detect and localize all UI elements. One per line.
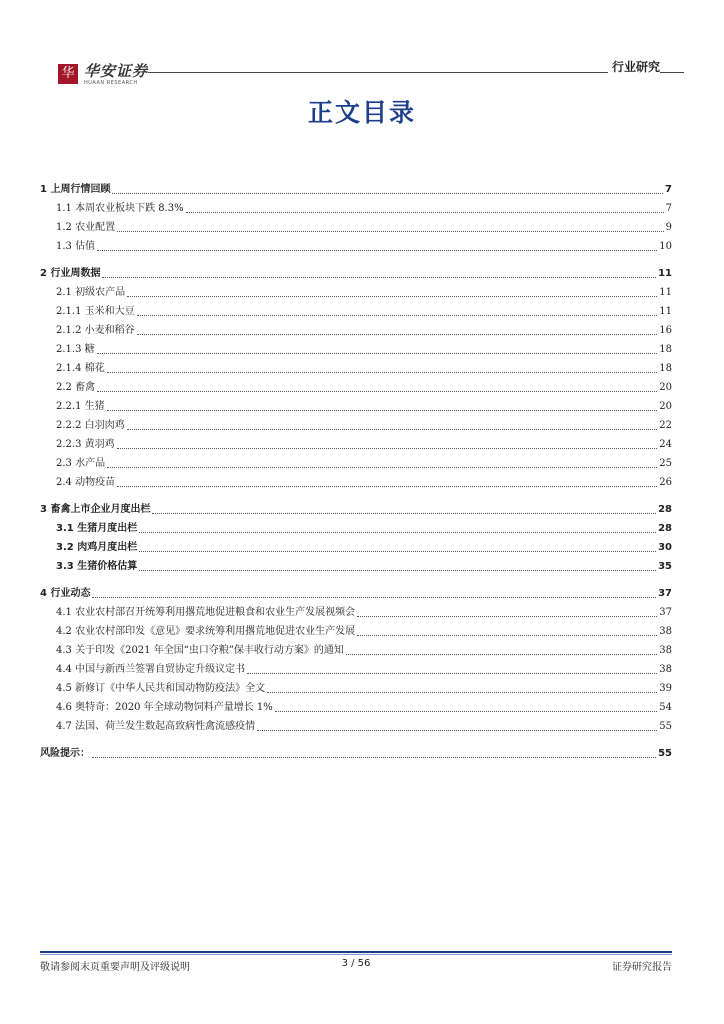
toc-entry-label: 1.3 估值 xyxy=(56,241,96,252)
toc-dot-leader xyxy=(112,192,663,194)
toc-entry-page: 38 xyxy=(659,626,672,637)
toc-dot-leader xyxy=(117,447,658,449)
toc-entry-label: 2.1 初级农产品 xyxy=(56,287,126,298)
toc-entry[interactable] xyxy=(40,641,672,660)
toc-entry[interactable] xyxy=(40,698,672,717)
table-of-contents xyxy=(40,172,672,763)
toc-entry-page: 54 xyxy=(659,702,672,713)
toc-entry-page: 24 xyxy=(659,439,672,450)
toc-entry-page: 20 xyxy=(659,382,672,393)
toc-entry-label: 4.7 法国、荷兰发生数起高致病性禽流感疫情 xyxy=(56,721,256,732)
footer-disclaimer: 敬请参阅末页重要声明及评级说明 xyxy=(40,962,190,973)
toc-entry[interactable] xyxy=(40,660,672,679)
toc-entry-label: 4.6 奥特奇：2020 年全球动物饲料产量增长 1% xyxy=(56,702,273,713)
toc-entry[interactable] xyxy=(40,321,672,340)
toc-entry-page: 7 xyxy=(665,203,672,214)
toc-dot-leader xyxy=(117,485,657,487)
toc-dot-leader xyxy=(186,211,664,213)
toc-entry[interactable] xyxy=(40,473,672,492)
toc-entry[interactable] xyxy=(40,237,672,256)
toc-entry-label: 2.1.1 玉米和大豆 xyxy=(56,306,135,317)
toc-entry-label: 4.1 农业农村部召开统筹利用撂荒地促进粮食和农业生产发展视频会 xyxy=(56,607,356,618)
logo-subtext: HUAAN RESEARCH xyxy=(84,80,138,86)
toc-entry[interactable] xyxy=(40,359,672,378)
toc-entry[interactable] xyxy=(40,218,672,237)
toc-entry[interactable] xyxy=(40,378,672,397)
toc-dot-leader xyxy=(102,276,656,278)
logo-icon: 华 xyxy=(58,64,78,84)
toc-entry-page: 55 xyxy=(659,721,672,732)
toc-entry-label: 2.2.3 黄羽鸡 xyxy=(56,439,115,450)
toc-entry-page: 16 xyxy=(659,325,672,336)
toc-dot-leader xyxy=(275,710,658,712)
toc-entry-page: 18 xyxy=(659,363,672,374)
toc-entry[interactable] xyxy=(40,199,672,218)
toc-entry-page: 30 xyxy=(658,542,672,553)
toc-entry[interactable] xyxy=(40,744,672,763)
toc-entry[interactable] xyxy=(40,454,672,473)
toc-entry-label: 2.2.2 白羽肉鸡 xyxy=(56,420,125,431)
toc-dot-leader xyxy=(257,729,657,731)
toc-entry-page: 35 xyxy=(658,561,672,572)
toc-entry-label: 3.1 生猪月度出栏 xyxy=(56,523,138,534)
toc-entry-label: 2.1.2 小麦和稻谷 xyxy=(56,325,135,336)
toc-dot-leader xyxy=(152,512,656,514)
toc-entry-label: 2.2.1 生猪 xyxy=(56,401,105,412)
toc-entry-page: 10 xyxy=(659,241,672,252)
toc-entry[interactable] xyxy=(40,717,672,736)
toc-entry[interactable] xyxy=(40,519,672,538)
toc-entry-page: 11 xyxy=(659,306,672,317)
toc-entry-label: 2.3 水产品 xyxy=(56,458,106,469)
toc-entry-page: 26 xyxy=(659,477,672,488)
toc-dot-leader xyxy=(107,371,658,373)
toc-entry[interactable] xyxy=(40,500,672,519)
toc-entry[interactable] xyxy=(40,180,672,199)
toc-dot-leader xyxy=(139,550,656,552)
toc-dot-leader xyxy=(107,409,658,411)
section-label: 行业研究 xyxy=(608,58,660,75)
toc-entry-page: 55 xyxy=(658,748,672,759)
toc-entry[interactable] xyxy=(40,538,672,557)
toc-dot-leader xyxy=(357,615,657,617)
toc-dot-leader xyxy=(97,352,658,354)
page-header xyxy=(40,58,684,90)
toc-entry[interactable] xyxy=(40,603,672,622)
toc-entry-page: 28 xyxy=(658,504,672,515)
toc-entry[interactable] xyxy=(40,283,672,302)
toc-entry-page: 37 xyxy=(658,588,672,599)
toc-entry-page: 38 xyxy=(659,645,672,656)
toc-entry[interactable] xyxy=(40,584,672,603)
toc-dot-leader xyxy=(137,333,658,335)
toc-entry-label: 2.1.4 棉花 xyxy=(56,363,105,374)
toc-entry[interactable] xyxy=(40,416,672,435)
toc-entry-page: 20 xyxy=(659,401,672,412)
toc-entry-page: 25 xyxy=(659,458,672,469)
footer-divider xyxy=(40,951,672,953)
toc-entry-page: 37 xyxy=(659,607,672,618)
toc-entry-page: 18 xyxy=(659,344,672,355)
toc-entry[interactable] xyxy=(40,340,672,359)
toc-entry-label: 4.5 新修订《中华人民共和国动物防疫法》全文 xyxy=(56,683,266,694)
toc-entry-page: 11 xyxy=(659,287,672,298)
toc-dot-leader xyxy=(117,230,664,232)
toc-entry[interactable] xyxy=(40,679,672,698)
toc-dot-leader xyxy=(267,691,657,693)
toc-entry[interactable] xyxy=(40,302,672,321)
toc-entry-page: 28 xyxy=(658,523,672,534)
toc-entry-label: 2.2 畜禽 xyxy=(56,382,96,393)
toc-entry-label: 1 上周行情回顾 xyxy=(40,184,111,195)
toc-entry-label: 风险提示： xyxy=(40,748,90,759)
toc-entry-page: 7 xyxy=(665,184,672,195)
toc-entry-page: 9 xyxy=(665,222,672,233)
toc-entry-label: 4.2 农业农村部印发《意见》要求统筹利用撂荒地促进农业生产发展 xyxy=(56,626,356,637)
toc-dot-leader xyxy=(137,314,658,316)
toc-dot-leader xyxy=(97,249,657,251)
toc-entry-label: 2.4 动物疫苗 xyxy=(56,477,116,488)
toc-dot-leader xyxy=(139,569,656,571)
toc-entry-label: 3.2 肉鸡月度出栏 xyxy=(56,542,138,553)
toc-entry[interactable] xyxy=(40,622,672,641)
toc-entry-label: 2 行业周数据 xyxy=(40,268,101,279)
toc-dot-leader xyxy=(346,653,657,655)
toc-entry-label: 2.1.3 糖 xyxy=(56,344,95,355)
toc-entry-page: 39 xyxy=(659,683,672,694)
toc-entry-label: 1.1 本周农业板块下跌 8.3% xyxy=(56,203,184,214)
toc-entry[interactable] xyxy=(40,264,672,283)
toc-entry-label: 4.3 关于印发《2021 年全国“虫口夺粮”保丰收行动方案》的通知 xyxy=(56,645,344,656)
toc-dot-leader xyxy=(357,634,657,636)
footer-report-type: 证券研究报告 xyxy=(612,962,672,973)
toc-entry[interactable] xyxy=(40,557,672,576)
toc-entry-page: 22 xyxy=(659,420,672,431)
toc-entry[interactable] xyxy=(40,435,672,454)
toc-entry-label: 4 行业动态 xyxy=(40,588,91,599)
toc-dot-leader xyxy=(127,428,658,430)
toc-entry-label: 3 畜禽上市企业月度出栏 xyxy=(40,504,151,515)
toc-dot-leader xyxy=(97,390,657,392)
toc-dot-leader xyxy=(107,466,657,468)
logo-text: 华安证券 xyxy=(84,62,149,80)
toc-dot-leader xyxy=(127,295,657,297)
toc-entry-label: 3.3 生猪价格估算 xyxy=(56,561,138,572)
toc-entry[interactable] xyxy=(40,397,672,416)
header-divider xyxy=(148,72,684,73)
toc-dot-leader xyxy=(92,596,656,598)
toc-entry-label: 1.2 农业配置 xyxy=(56,222,116,233)
footer-divider-thin xyxy=(40,954,672,955)
toc-dot-leader xyxy=(92,756,656,758)
toc-dot-leader xyxy=(139,531,656,533)
toc-entry-label: 4.4 中国与新西兰签署自贸协定升级议定书 xyxy=(56,664,246,675)
toc-entry-page: 38 xyxy=(659,664,672,675)
toc-dot-leader xyxy=(247,672,657,674)
page-title: 正文目录 xyxy=(307,98,416,127)
toc-entry-page: 11 xyxy=(658,268,672,279)
page-number: 3 / 56 xyxy=(341,958,371,969)
